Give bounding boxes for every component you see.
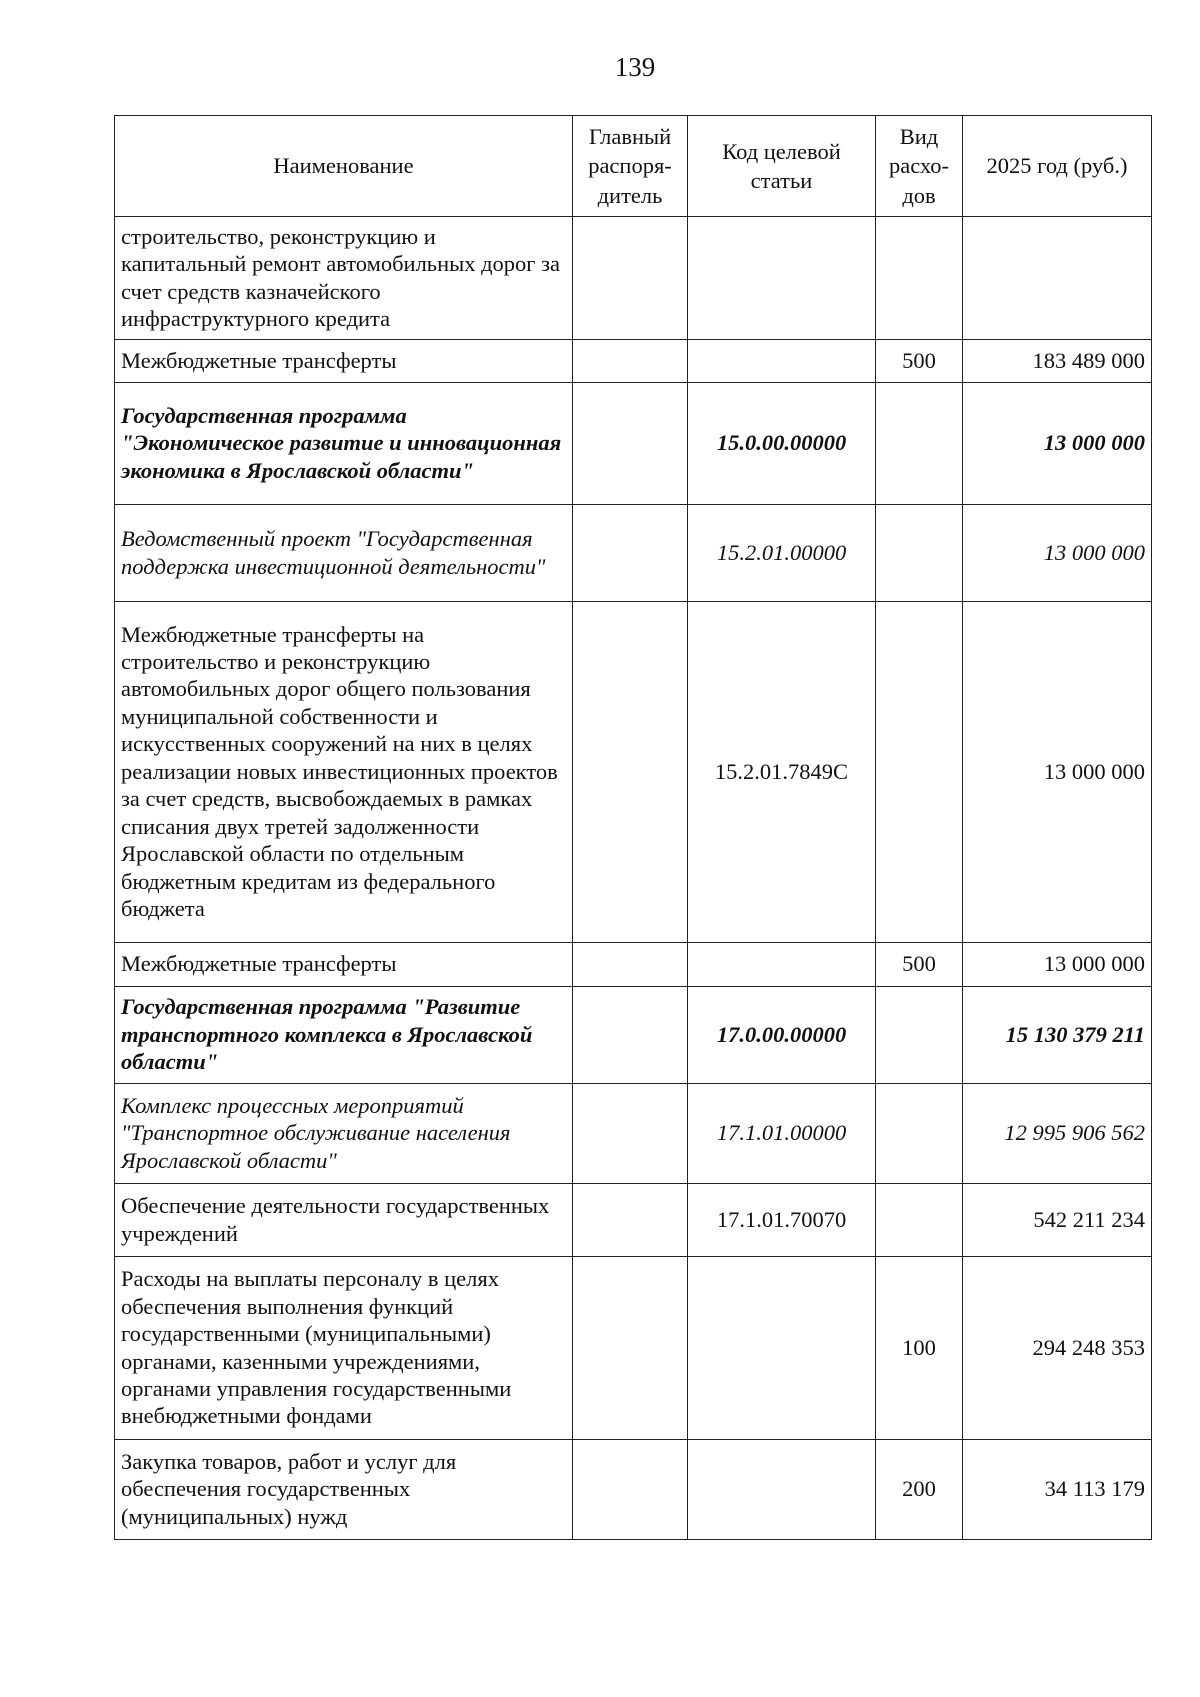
row-chief	[573, 1083, 688, 1183]
table-row	[115, 942, 1152, 986]
row-vid: 200	[876, 1439, 963, 1539]
row-sum: 294 248 353	[963, 1256, 1152, 1439]
row-code: 17.0.00.00000	[688, 986, 876, 1083]
row-chief	[573, 382, 688, 504]
row-vid	[876, 986, 963, 1083]
row-sum: 12 995 906 562	[963, 1083, 1152, 1183]
header-chief-label: Главный распоря-дитель	[588, 124, 672, 208]
table-row	[115, 504, 1152, 601]
row-code: 15.2.01.00000	[688, 504, 876, 601]
row-name: Государственная программа "Экономическое развитие и инновационная экономика в Ярославской области"	[115, 382, 573, 504]
row-name: Межбюджетные трансферты на строительство и реконструкцию автомобильных дорог общего пользования муниципальной собственности и искусственных сооружений на них в целях реализации новых инвестиционных проектов за счет средств, высвобождаемых в рамках списания двух третей задолженности Ярославской области по отдельным бюджетным кредитам из федерального бюджета	[115, 601, 573, 942]
row-chief	[573, 601, 688, 942]
row-name: Межбюджетные трансферты	[115, 942, 573, 986]
row-vid	[876, 216, 963, 339]
table-row	[115, 339, 1152, 382]
row-code	[688, 339, 876, 382]
row-vid: 100	[876, 1256, 963, 1439]
row-vid	[876, 504, 963, 601]
page-number: 139	[614, 52, 656, 82]
table-row	[115, 601, 1152, 942]
row-name: Комплекс процессных мероприятий "Транспортное обслуживание населения Ярославской области"	[115, 1083, 573, 1183]
header-vid: Вид расхо-дов	[876, 116, 963, 217]
row-chief	[573, 504, 688, 601]
row-name: Межбюджетные трансферты	[115, 339, 573, 382]
table-row	[115, 1256, 1152, 1439]
row-vid	[876, 601, 963, 942]
row-code	[688, 942, 876, 986]
row-chief	[573, 216, 688, 339]
table-row	[115, 986, 1152, 1083]
header-chief	[573, 116, 688, 217]
row-code: 15.0.00.00000	[688, 382, 876, 504]
table-row	[115, 1083, 1152, 1183]
row-chief	[573, 986, 688, 1083]
row-name: Обеспечение деятельности государственных учреждений	[115, 1183, 573, 1256]
row-code: 15.2.01.7849С	[688, 601, 876, 942]
row-vid: 500	[876, 942, 963, 986]
row-code: 17.1.01.00000	[688, 1083, 876, 1183]
row-name: строительство, реконструкцию и капитальный ремонт автомобильных дорог за счет средств казначейского инфраструктурного кредита	[115, 216, 573, 339]
row-sum: 13 000 000	[963, 942, 1152, 986]
row-name: Закупка товаров, работ и услуг для обеспечения государственных (муниципальных) нужд	[115, 1439, 573, 1539]
row-vid: 500	[876, 339, 963, 382]
table-row	[115, 216, 1152, 339]
row-chief	[573, 942, 688, 986]
row-sum: 34 113 179	[963, 1439, 1152, 1539]
row-name: Ведомственный проект "Государственная поддержка инвестиционной деятельности"	[115, 504, 573, 601]
row-name: Расходы на выплаты персоналу в целях обеспечения выполнения функций государственными (муниципальными) органами, казенными учреждениями, органами управления государственными внебюджетными фондами	[115, 1256, 573, 1439]
table-row	[115, 1183, 1152, 1256]
row-chief	[573, 339, 688, 382]
row-sum: 13 000 000	[963, 382, 1152, 504]
row-sum: 15 130 379 211	[963, 986, 1152, 1083]
row-sum: 542 211 234	[963, 1183, 1152, 1256]
budget-table	[114, 115, 1152, 1540]
row-code	[688, 1256, 876, 1439]
row-chief	[573, 1439, 688, 1539]
row-sum: 183 489 000	[963, 339, 1152, 382]
row-code	[688, 1439, 876, 1539]
row-code: 17.1.01.70070	[688, 1183, 876, 1256]
row-vid	[876, 382, 963, 504]
row-vid	[876, 1183, 963, 1256]
row-name: Государственная программа "Развитие транспортного комплекса в Ярославской области"	[115, 986, 573, 1083]
row-chief	[573, 1256, 688, 1439]
row-code	[688, 216, 876, 339]
table-row	[115, 1439, 1152, 1539]
header-code: Код целевой статьи	[688, 116, 876, 217]
row-sum: 13 000 000	[963, 601, 1152, 942]
row-sum	[963, 216, 1152, 339]
row-vid	[876, 1083, 963, 1183]
header-name: Наименование	[115, 116, 573, 217]
row-chief	[573, 1183, 688, 1256]
header-row	[115, 116, 1152, 217]
table-row	[115, 382, 1152, 504]
header-sum: 2025 год (руб.)	[963, 116, 1152, 217]
row-sum: 13 000 000	[963, 504, 1152, 601]
